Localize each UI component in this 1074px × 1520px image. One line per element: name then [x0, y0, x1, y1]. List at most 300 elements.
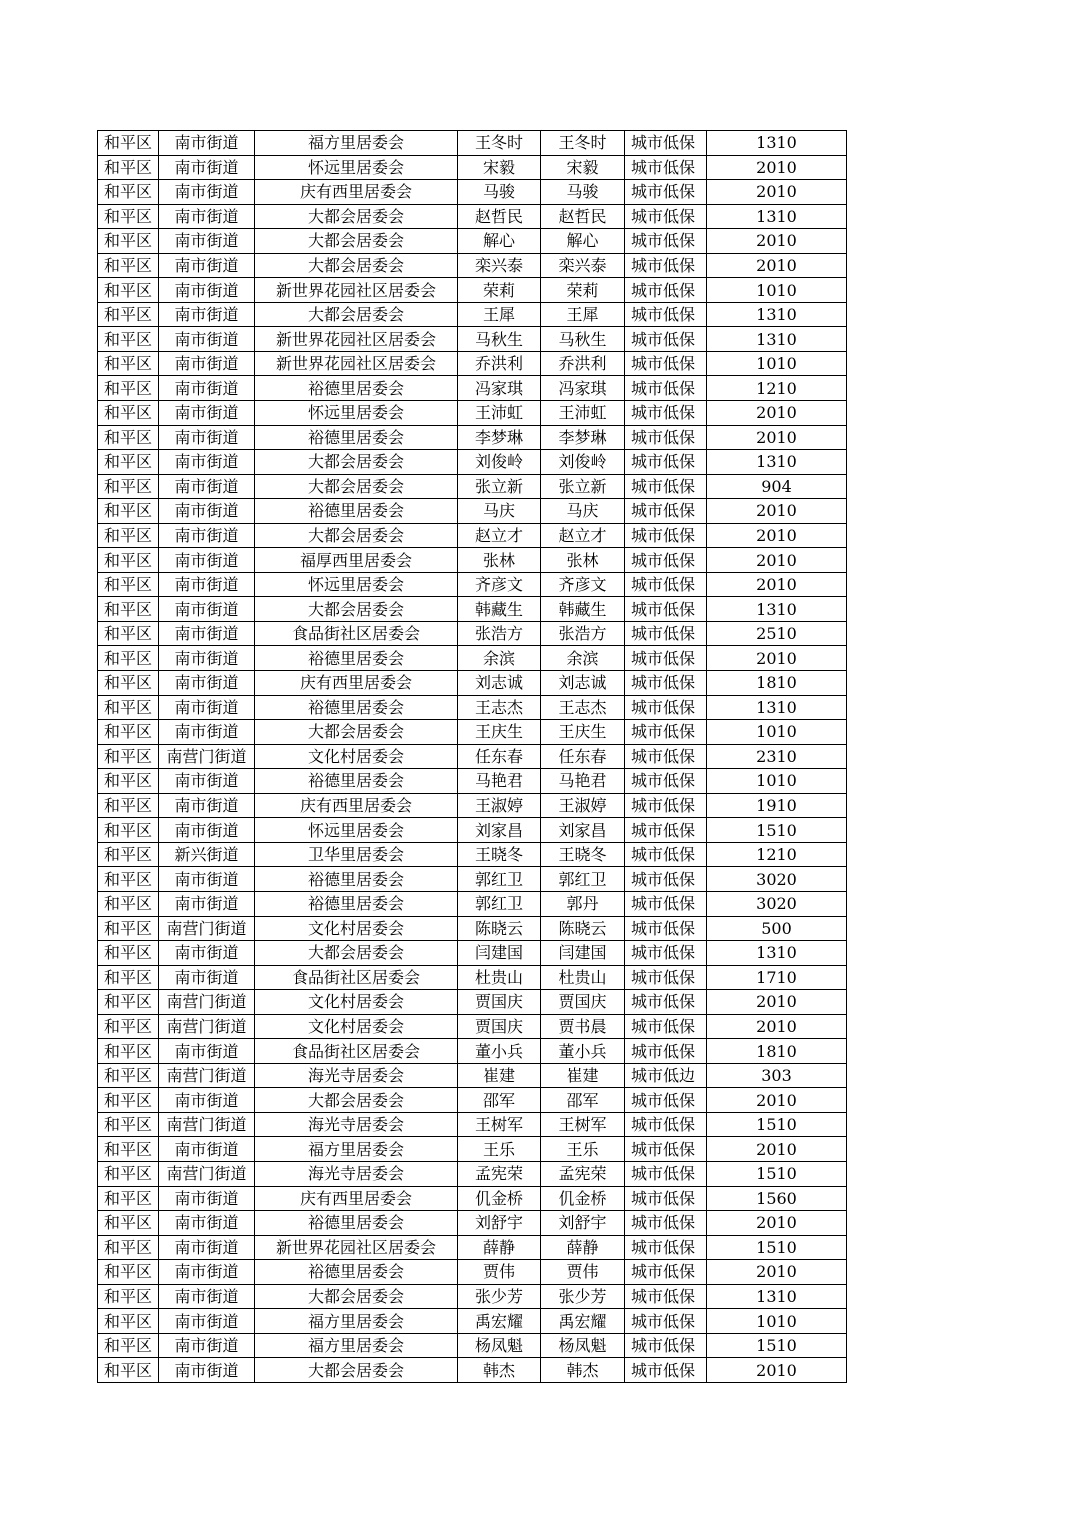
subdistrict-cell: 南市街道	[159, 351, 255, 376]
aid-type-cell: 城市低保	[625, 1333, 707, 1358]
subdistrict-cell: 南市街道	[159, 204, 255, 229]
household-head-cell: 任东春	[458, 744, 541, 769]
aid-type-cell: 城市低保	[625, 401, 707, 426]
aid-type-cell: 城市低保	[625, 376, 707, 401]
household-head-cell: 余滨	[458, 646, 541, 671]
aid-type-cell: 城市低保	[625, 204, 707, 229]
household-head-cell: 乔洪利	[458, 351, 541, 376]
table-row	[98, 916, 847, 941]
subdistrict-cell: 南市街道	[159, 1088, 255, 1113]
subdistrict-cell: 南市街道	[159, 671, 255, 696]
subdistrict-cell: 南市街道	[159, 302, 255, 327]
subdistrict-cell: 南市街道	[159, 720, 255, 745]
household-head-cell: 王沛虹	[458, 401, 541, 426]
subdistrict-cell: 南市街道	[159, 155, 255, 180]
household-head-cell: 王犀	[458, 302, 541, 327]
district-cell: 和平区	[98, 204, 159, 229]
amount-cell: 1310	[707, 1284, 847, 1309]
table-row	[98, 867, 847, 892]
member-name-cell: 贾伟	[541, 1260, 625, 1285]
aid-type-cell: 城市低保	[625, 671, 707, 696]
aid-type-cell: 城市低保	[625, 1088, 707, 1113]
committee-cell: 海光寺居委会	[255, 1063, 458, 1088]
district-cell: 和平区	[98, 450, 159, 475]
aid-type-cell: 城市低保	[625, 253, 707, 278]
household-head-cell: 冯家琪	[458, 376, 541, 401]
subdistrict-cell: 南营门街道	[159, 1112, 255, 1137]
district-cell: 和平区	[98, 793, 159, 818]
amount-cell: 1310	[707, 695, 847, 720]
amount-cell: 1560	[707, 1186, 847, 1211]
district-cell: 和平区	[98, 1358, 159, 1383]
district-cell: 和平区	[98, 891, 159, 916]
district-cell: 和平区	[98, 1333, 159, 1358]
member-name-cell: 栾兴泰	[541, 253, 625, 278]
subdistrict-cell: 南市街道	[159, 941, 255, 966]
district-cell: 和平区	[98, 1186, 159, 1211]
amount-cell: 1310	[707, 204, 847, 229]
subdistrict-cell: 南市街道	[159, 229, 255, 254]
household-head-cell: 韩杰	[458, 1358, 541, 1383]
district-cell: 和平区	[98, 302, 159, 327]
subdistrict-cell: 南市街道	[159, 376, 255, 401]
amount-cell: 904	[707, 474, 847, 499]
committee-cell: 福方里居委会	[255, 1309, 458, 1334]
member-name-cell: 陈晓云	[541, 916, 625, 941]
amount-cell: 2010	[707, 180, 847, 205]
subdistrict-cell: 南营门街道	[159, 1161, 255, 1186]
committee-cell: 福厚西里居委会	[255, 548, 458, 573]
district-cell: 和平区	[98, 474, 159, 499]
amount-cell: 1010	[707, 769, 847, 794]
amount-cell: 1810	[707, 1039, 847, 1064]
member-name-cell: 王沛虹	[541, 401, 625, 426]
member-name-cell: 禹宏耀	[541, 1309, 625, 1334]
committee-cell: 福方里居委会	[255, 131, 458, 156]
member-name-cell: 赵哲民	[541, 204, 625, 229]
district-cell: 和平区	[98, 646, 159, 671]
aid-type-cell: 城市低保	[625, 965, 707, 990]
district-cell: 和平区	[98, 769, 159, 794]
amount-cell: 1510	[707, 1112, 847, 1137]
aid-type-cell: 城市低保	[625, 990, 707, 1015]
aid-type-cell: 城市低保	[625, 180, 707, 205]
district-cell: 和平区	[98, 965, 159, 990]
committee-cell: 卫华里居委会	[255, 842, 458, 867]
district-cell: 和平区	[98, 597, 159, 622]
amount-cell: 2010	[707, 990, 847, 1015]
member-name-cell: 张林	[541, 548, 625, 573]
committee-cell: 福方里居委会	[255, 1333, 458, 1358]
household-head-cell: 马艳君	[458, 769, 541, 794]
household-head-cell: 马秋生	[458, 327, 541, 352]
amount-cell: 1010	[707, 278, 847, 303]
member-name-cell: 杜贵山	[541, 965, 625, 990]
aid-type-cell: 城市低保	[625, 572, 707, 597]
member-name-cell: 董小兵	[541, 1039, 625, 1064]
subdistrict-cell: 南市街道	[159, 450, 255, 475]
committee-cell: 怀远里居委会	[255, 572, 458, 597]
aid-type-cell: 城市低保	[625, 941, 707, 966]
table-row	[98, 474, 847, 499]
amount-cell: 500	[707, 916, 847, 941]
member-name-cell: 王志杰	[541, 695, 625, 720]
committee-cell: 食品街社区居委会	[255, 621, 458, 646]
household-head-cell: 栾兴泰	[458, 253, 541, 278]
committee-cell: 裕德里居委会	[255, 891, 458, 916]
table-row	[98, 548, 847, 573]
district-cell: 和平区	[98, 941, 159, 966]
subdistrict-cell: 南市街道	[159, 597, 255, 622]
amount-cell: 1010	[707, 720, 847, 745]
aid-type-cell: 城市低保	[625, 916, 707, 941]
household-head-cell: 宋毅	[458, 155, 541, 180]
subdistrict-cell: 南市街道	[159, 818, 255, 843]
district-cell: 和平区	[98, 720, 159, 745]
committee-cell: 海光寺居委会	[255, 1112, 458, 1137]
household-head-cell: 荣莉	[458, 278, 541, 303]
table-row	[98, 1211, 847, 1236]
subdistrict-cell: 南市街道	[159, 1358, 255, 1383]
table-row	[98, 597, 847, 622]
amount-cell: 2010	[707, 155, 847, 180]
amount-cell: 2010	[707, 523, 847, 548]
table-row	[98, 1309, 847, 1334]
committee-cell: 新世界花园社区居委会	[255, 351, 458, 376]
committee-cell: 庆有西里居委会	[255, 671, 458, 696]
subdistrict-cell: 南市街道	[159, 180, 255, 205]
household-head-cell: 贾国庆	[458, 990, 541, 1015]
member-name-cell: 齐彦文	[541, 572, 625, 597]
committee-cell: 大都会居委会	[255, 1088, 458, 1113]
subdistrict-cell: 南市街道	[159, 401, 255, 426]
household-head-cell: 贾国庆	[458, 1014, 541, 1039]
district-cell: 和平区	[98, 695, 159, 720]
district-cell: 和平区	[98, 278, 159, 303]
committee-cell: 裕德里居委会	[255, 499, 458, 524]
member-name-cell: 王庆生	[541, 720, 625, 745]
subdistrict-cell: 南市街道	[159, 646, 255, 671]
household-head-cell: 刘舒宇	[458, 1211, 541, 1236]
district-cell: 和平区	[98, 818, 159, 843]
member-name-cell: 郭丹	[541, 891, 625, 916]
aid-type-cell: 城市低保	[625, 720, 707, 745]
table-row	[98, 351, 847, 376]
household-head-cell: 崔建	[458, 1063, 541, 1088]
subdistrict-cell: 南市街道	[159, 1284, 255, 1309]
district-cell: 和平区	[98, 351, 159, 376]
household-head-cell: 刘俊岭	[458, 450, 541, 475]
amount-cell: 1710	[707, 965, 847, 990]
district-cell: 和平区	[98, 916, 159, 941]
table-row	[98, 1014, 847, 1039]
amount-cell: 2010	[707, 1137, 847, 1162]
amount-cell: 1010	[707, 351, 847, 376]
aid-type-cell: 城市低保	[625, 597, 707, 622]
amount-cell: 1310	[707, 941, 847, 966]
member-name-cell: 邵军	[541, 1088, 625, 1113]
table-row	[98, 1186, 847, 1211]
table-row	[98, 1358, 847, 1383]
household-head-cell: 赵立才	[458, 523, 541, 548]
subdistrict-cell: 南市街道	[159, 572, 255, 597]
table-row	[98, 253, 847, 278]
amount-cell: 2010	[707, 253, 847, 278]
amount-cell: 2010	[707, 646, 847, 671]
household-head-cell: 董小兵	[458, 1039, 541, 1064]
household-head-cell: 齐彦文	[458, 572, 541, 597]
member-name-cell: 任东春	[541, 744, 625, 769]
committee-cell: 大都会居委会	[255, 302, 458, 327]
committee-cell: 裕德里居委会	[255, 376, 458, 401]
member-name-cell: 赵立才	[541, 523, 625, 548]
district-cell: 和平区	[98, 548, 159, 573]
household-head-cell: 韩藏生	[458, 597, 541, 622]
committee-cell: 文化村居委会	[255, 1014, 458, 1039]
table-row	[98, 180, 847, 205]
member-name-cell: 王淑婷	[541, 793, 625, 818]
aid-type-cell: 城市低保	[625, 891, 707, 916]
amount-cell: 3020	[707, 891, 847, 916]
committee-cell: 裕德里居委会	[255, 867, 458, 892]
table-row	[98, 1137, 847, 1162]
table-row	[98, 1063, 847, 1088]
household-head-cell: 李梦琳	[458, 425, 541, 450]
table-row	[98, 941, 847, 966]
subdistrict-cell: 南市街道	[159, 253, 255, 278]
committee-cell: 庆有西里居委会	[255, 180, 458, 205]
aid-type-cell: 城市低保	[625, 278, 707, 303]
district-cell: 和平区	[98, 131, 159, 156]
amount-cell: 1010	[707, 1309, 847, 1334]
aid-type-cell: 城市低保	[625, 1112, 707, 1137]
committee-cell: 裕德里居委会	[255, 646, 458, 671]
member-name-cell: 贾书晨	[541, 1014, 625, 1039]
district-cell: 和平区	[98, 1161, 159, 1186]
household-head-cell: 王晓冬	[458, 842, 541, 867]
amount-cell: 1510	[707, 1333, 847, 1358]
committee-cell: 裕德里居委会	[255, 425, 458, 450]
district-cell: 和平区	[98, 621, 159, 646]
committee-cell: 福方里居委会	[255, 1137, 458, 1162]
district-cell: 和平区	[98, 1235, 159, 1260]
amount-cell: 2010	[707, 548, 847, 573]
household-head-cell: 张少芳	[458, 1284, 541, 1309]
aid-type-cell: 城市低保	[625, 302, 707, 327]
committee-cell: 庆有西里居委会	[255, 793, 458, 818]
amount-cell: 2010	[707, 401, 847, 426]
household-head-cell: 闫建国	[458, 941, 541, 966]
amount-cell: 1310	[707, 131, 847, 156]
table-row	[98, 376, 847, 401]
amount-cell: 2010	[707, 1014, 847, 1039]
table-row	[98, 646, 847, 671]
committee-cell: 怀远里居委会	[255, 155, 458, 180]
district-cell: 和平区	[98, 671, 159, 696]
aid-type-cell: 城市低保	[625, 229, 707, 254]
amount-cell: 2310	[707, 744, 847, 769]
table-row	[98, 891, 847, 916]
household-head-cell: 杜贵山	[458, 965, 541, 990]
member-name-cell: 李梦琳	[541, 425, 625, 450]
amount-cell: 2010	[707, 1260, 847, 1285]
table-row	[98, 1088, 847, 1113]
household-head-cell: 杨凤魁	[458, 1333, 541, 1358]
subdistrict-cell: 南市街道	[159, 769, 255, 794]
district-cell: 和平区	[98, 253, 159, 278]
committee-cell: 大都会居委会	[255, 450, 458, 475]
subdistrict-cell: 南市街道	[159, 1186, 255, 1211]
amount-cell: 2010	[707, 1211, 847, 1236]
household-head-cell: 刘志诚	[458, 671, 541, 696]
amount-cell: 1210	[707, 842, 847, 867]
roster-table-body	[98, 131, 847, 1383]
subdistrict-cell: 南市街道	[159, 131, 255, 156]
committee-cell: 新世界花园社区居委会	[255, 327, 458, 352]
district-cell: 和平区	[98, 1284, 159, 1309]
subdistrict-cell: 南市街道	[159, 474, 255, 499]
subdistrict-cell: 南市街道	[159, 425, 255, 450]
aid-type-cell: 城市低保	[625, 818, 707, 843]
table-row	[98, 720, 847, 745]
table-row	[98, 229, 847, 254]
amount-cell: 2010	[707, 572, 847, 597]
member-name-cell: 余滨	[541, 646, 625, 671]
household-head-cell: 薛静	[458, 1235, 541, 1260]
household-head-cell: 仉金桥	[458, 1186, 541, 1211]
aid-type-cell: 城市低保	[625, 1260, 707, 1285]
aid-type-cell: 城市低保	[625, 327, 707, 352]
district-cell: 和平区	[98, 425, 159, 450]
aid-type-cell: 城市低保	[625, 842, 707, 867]
member-name-cell: 荣莉	[541, 278, 625, 303]
district-cell: 和平区	[98, 744, 159, 769]
amount-cell: 1810	[707, 671, 847, 696]
member-name-cell: 王树军	[541, 1112, 625, 1137]
committee-cell: 裕德里居委会	[255, 1211, 458, 1236]
aid-type-cell: 城市低保	[625, 646, 707, 671]
member-name-cell: 崔建	[541, 1063, 625, 1088]
committee-cell: 庆有西里居委会	[255, 1186, 458, 1211]
amount-cell: 1310	[707, 450, 847, 475]
district-cell: 和平区	[98, 1039, 159, 1064]
subdistrict-cell: 南市街道	[159, 1211, 255, 1236]
table-row	[98, 425, 847, 450]
aid-type-cell: 城市低保	[625, 474, 707, 499]
member-name-cell: 张浩方	[541, 621, 625, 646]
aid-type-cell: 城市低保	[625, 1211, 707, 1236]
table-row	[98, 1161, 847, 1186]
subdistrict-cell: 南市街道	[159, 621, 255, 646]
member-name-cell: 杨凤魁	[541, 1333, 625, 1358]
committee-cell: 裕德里居委会	[255, 1260, 458, 1285]
aid-type-cell: 城市低保	[625, 1137, 707, 1162]
member-name-cell: 闫建国	[541, 941, 625, 966]
member-name-cell: 王冬时	[541, 131, 625, 156]
aid-type-cell: 城市低保	[625, 1235, 707, 1260]
subdistrict-cell: 南市街道	[159, 1235, 255, 1260]
subdistrict-cell: 南市街道	[159, 1039, 255, 1064]
table-row	[98, 1284, 847, 1309]
district-cell: 和平区	[98, 1112, 159, 1137]
aid-type-cell: 城市低保	[625, 695, 707, 720]
aid-type-cell: 城市低保	[625, 450, 707, 475]
household-head-cell: 邵军	[458, 1088, 541, 1113]
amount-cell: 1310	[707, 302, 847, 327]
household-head-cell: 王淑婷	[458, 793, 541, 818]
household-head-cell: 郭红卫	[458, 867, 541, 892]
household-head-cell: 王树军	[458, 1112, 541, 1137]
table-row	[98, 572, 847, 597]
subdistrict-cell: 南市街道	[159, 548, 255, 573]
table-row	[98, 769, 847, 794]
table-row	[98, 621, 847, 646]
subdistrict-cell: 南市街道	[159, 1137, 255, 1162]
table-row	[98, 1235, 847, 1260]
district-cell: 和平区	[98, 1309, 159, 1334]
aid-type-cell: 城市低保	[625, 867, 707, 892]
committee-cell: 大都会居委会	[255, 597, 458, 622]
table-row	[98, 1260, 847, 1285]
member-name-cell: 张立新	[541, 474, 625, 499]
member-name-cell: 乔洪利	[541, 351, 625, 376]
household-head-cell: 王冬时	[458, 131, 541, 156]
table-row	[98, 744, 847, 769]
district-cell: 和平区	[98, 842, 159, 867]
committee-cell: 海光寺居委会	[255, 1161, 458, 1186]
aid-type-cell: 城市低边	[625, 1063, 707, 1088]
household-head-cell: 张立新	[458, 474, 541, 499]
household-head-cell: 王志杰	[458, 695, 541, 720]
table-row	[98, 131, 847, 156]
household-head-cell: 陈晓云	[458, 916, 541, 941]
committee-cell: 怀远里居委会	[255, 401, 458, 426]
member-name-cell: 贾国庆	[541, 990, 625, 1015]
member-name-cell: 王乐	[541, 1137, 625, 1162]
household-head-cell: 张浩方	[458, 621, 541, 646]
district-cell: 和平区	[98, 401, 159, 426]
district-cell: 和平区	[98, 327, 159, 352]
committee-cell: 大都会居委会	[255, 253, 458, 278]
committee-cell: 文化村居委会	[255, 916, 458, 941]
subdistrict-cell: 南市街道	[159, 1309, 255, 1334]
aid-type-cell: 城市低保	[625, 1039, 707, 1064]
member-name-cell: 冯家琪	[541, 376, 625, 401]
aid-type-cell: 城市低保	[625, 499, 707, 524]
aid-type-cell: 城市低保	[625, 155, 707, 180]
committee-cell: 裕德里居委会	[255, 695, 458, 720]
member-name-cell: 刘舒宇	[541, 1211, 625, 1236]
subdistrict-cell: 南营门街道	[159, 990, 255, 1015]
district-cell: 和平区	[98, 229, 159, 254]
table-row	[98, 302, 847, 327]
aid-type-cell: 城市低保	[625, 769, 707, 794]
amount-cell: 2010	[707, 1358, 847, 1383]
amount-cell: 2010	[707, 499, 847, 524]
member-name-cell: 郭红卫	[541, 867, 625, 892]
table-row	[98, 155, 847, 180]
amount-cell: 1510	[707, 818, 847, 843]
member-name-cell: 王犀	[541, 302, 625, 327]
aid-type-cell: 城市低保	[625, 1284, 707, 1309]
aid-type-cell: 城市低保	[625, 131, 707, 156]
amount-cell: 1310	[707, 327, 847, 352]
household-head-cell: 马骏	[458, 180, 541, 205]
committee-cell: 大都会居委会	[255, 229, 458, 254]
member-name-cell: 张少芳	[541, 1284, 625, 1309]
member-name-cell: 刘家昌	[541, 818, 625, 843]
subdistrict-cell: 南市街道	[159, 1333, 255, 1358]
